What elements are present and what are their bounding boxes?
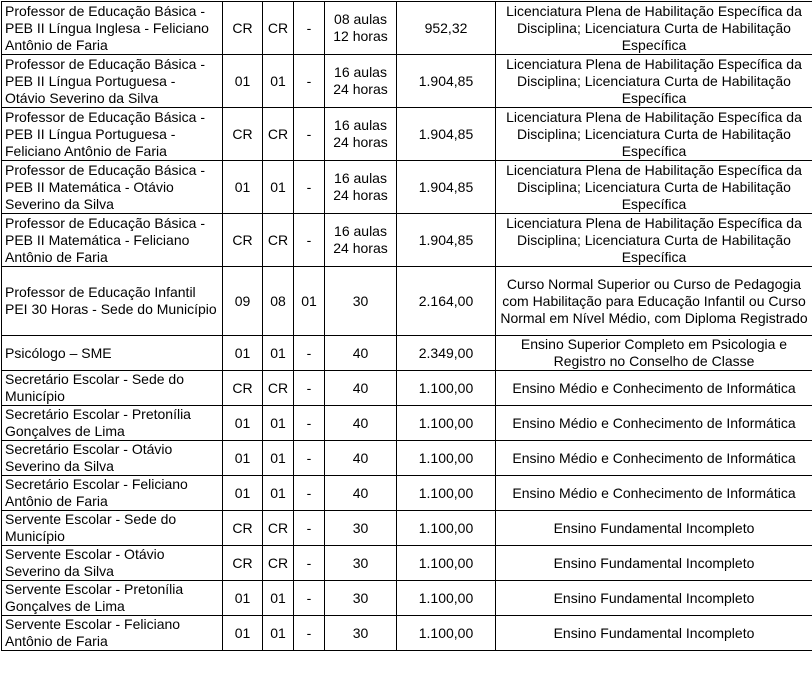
cargo-cell: Secretário Escolar - Sede do Município (2, 371, 223, 406)
vagas-total-cell: 01 (223, 616, 263, 651)
carga-horaria-cell: 40 (325, 336, 397, 371)
vagas-ampla-cell: 01 (263, 55, 294, 108)
table-row (2, 511, 812, 546)
carga-horaria-cell: 30 (325, 546, 397, 581)
vagas-pcd-cell: - (294, 371, 325, 406)
vagas-pcd-cell: - (294, 616, 325, 651)
carga-horaria-cell: 40 (325, 371, 397, 406)
vagas-total-cell: 01 (223, 161, 263, 214)
salario-cell: 1.100,00 (397, 476, 496, 511)
salario-cell: 2.164,00 (397, 267, 496, 336)
table-row (2, 55, 812, 108)
cargo-cell: Professor de Educação Básica - PEB II Língua Portuguesa - Feliciano Antônio de Faria (2, 108, 223, 161)
vagas-pcd-cell: - (294, 55, 325, 108)
vagas-total-cell: 01 (223, 336, 263, 371)
requisitos-cell: Ensino Médio e Conhecimento de Informática (496, 406, 812, 441)
requisitos-cell: Licenciatura Plena de Habilitação Específica da Disciplina; Licenciatura Curta de Habilitação Específica (496, 108, 812, 161)
carga-horaria-cell: 40 (325, 441, 397, 476)
cargo-cell: Professor de Educação Básica - PEB II Matemática - Feliciano Antônio de Faria (2, 214, 223, 267)
cargo-cell: Servente Escolar - Otávio Severino da Silva (2, 546, 223, 581)
vagas-pcd-cell: - (294, 511, 325, 546)
cargo-cell: Professor de Educação Básica - PEB II Língua Inglesa - Feliciano Antônio de Faria (2, 2, 223, 55)
requisitos-cell: Ensino Superior Completo em Psicologia e Registro no Conselho de Classe (496, 336, 812, 371)
requisitos-cell: Licenciatura Plena de Habilitação Específica da Disciplina; Licenciatura Curta de Habilitação Específica (496, 214, 812, 267)
salario-cell: 1.100,00 (397, 581, 496, 616)
vagas-pcd-cell: - (294, 476, 325, 511)
table-row (2, 476, 812, 511)
vagas-ampla-cell: 01 (263, 476, 294, 511)
vagas-ampla-cell: CR (263, 546, 294, 581)
carga-horaria-cell: 30 (325, 267, 397, 336)
cargo-cell: Secretário Escolar - Pretonília Gonçalves de Lima (2, 406, 223, 441)
requisitos-cell: Curso Normal Superior ou Curso de Pedagogia com Habilitação para Educação Infantil ou Curso Normal em Nível Médio, com Diploma Registrado (496, 267, 812, 336)
vagas-total-cell: CR (223, 108, 263, 161)
vagas-ampla-cell: 01 (263, 441, 294, 476)
cargo-cell: Servente Escolar - Sede do Município (2, 511, 223, 546)
cargo-cell: Secretário Escolar - Otávio Severino da Silva (2, 441, 223, 476)
salario-cell: 1.100,00 (397, 511, 496, 546)
cargo-cell: Professor de Educação Básica - PEB II Matemática - Otávio Severino da Silva (2, 161, 223, 214)
vagas-total-cell: 01 (223, 55, 263, 108)
vagas-total-cell: 01 (223, 406, 263, 441)
salario-cell: 1.100,00 (397, 371, 496, 406)
vagas-ampla-cell: CR (263, 108, 294, 161)
vagas-total-cell: 01 (223, 476, 263, 511)
vagas-pcd-cell: - (294, 441, 325, 476)
vagas-total-cell: 01 (223, 441, 263, 476)
salario-cell: 1.100,00 (397, 406, 496, 441)
table-row (2, 371, 812, 406)
vagas-pcd-cell: - (294, 108, 325, 161)
vagas-ampla-cell: CR (263, 511, 294, 546)
requisitos-cell: Ensino Fundamental Incompleto (496, 511, 812, 546)
vagas-ampla-cell: 01 (263, 616, 294, 651)
cargo-cell: Secretário Escolar - Feliciano Antônio de Faria (2, 476, 223, 511)
vagas-total-cell: CR (223, 214, 263, 267)
vagas-ampla-cell: 01 (263, 406, 294, 441)
table-row (2, 336, 812, 371)
vagas-pcd-cell: - (294, 581, 325, 616)
table-row (2, 214, 812, 267)
salario-cell: 1.904,85 (397, 108, 496, 161)
carga-horaria-cell: 16 aulas 24 horas (325, 214, 397, 267)
vagas-ampla-cell: CR (263, 371, 294, 406)
carga-horaria-cell: 40 (325, 476, 397, 511)
table-row (2, 616, 812, 651)
vagas-ampla-cell: 01 (263, 581, 294, 616)
cargo-cell: Psicólogo – SME (2, 336, 223, 371)
table-row (2, 108, 812, 161)
vagas-pcd-cell: - (294, 2, 325, 55)
salario-cell: 2.349,00 (397, 336, 496, 371)
vagas-pcd-cell: - (294, 214, 325, 267)
table-row (2, 581, 812, 616)
vagas-ampla-cell: CR (263, 214, 294, 267)
table-row (2, 267, 812, 336)
requisitos-cell: Ensino Médio e Conhecimento de Informática (496, 371, 812, 406)
vagas-total-cell: CR (223, 511, 263, 546)
table-row (2, 406, 812, 441)
carga-horaria-cell: 30 (325, 511, 397, 546)
cargo-cell: Servente Escolar - Feliciano Antônio de Faria (2, 616, 223, 651)
salario-cell: 1.100,00 (397, 616, 496, 651)
salario-cell: 1.100,00 (397, 441, 496, 476)
table-row (2, 161, 812, 214)
vagas-total-cell: CR (223, 546, 263, 581)
vagas-pcd-cell: - (294, 546, 325, 581)
requisitos-cell: Ensino Médio e Conhecimento de Informática (496, 441, 812, 476)
requisitos-cell: Licenciatura Plena de Habilitação Específica da Disciplina; Licenciatura Curta de Habilitação Específica (496, 2, 812, 55)
vagas-ampla-cell: CR (263, 2, 294, 55)
requisitos-cell: Ensino Fundamental Incompleto (496, 616, 812, 651)
carga-horaria-cell: 16 aulas 24 horas (325, 55, 397, 108)
vagas-pcd-cell: - (294, 161, 325, 214)
vagas-ampla-cell: 01 (263, 336, 294, 371)
carga-horaria-cell: 30 (325, 581, 397, 616)
vagas-total-cell: CR (223, 2, 263, 55)
requisitos-cell: Licenciatura Plena de Habilitação Específica da Disciplina; Licenciatura Curta de Habilitação Específica (496, 161, 812, 214)
table-row (2, 2, 812, 55)
cargo-cell: Professor de Educação Infantil PEI 30 Horas - Sede do Município (2, 267, 223, 336)
salario-cell: 1.904,85 (397, 214, 496, 267)
carga-horaria-cell: 16 aulas 24 horas (325, 108, 397, 161)
requisitos-cell: Ensino Médio e Conhecimento de Informática (496, 476, 812, 511)
requisitos-cell: Ensino Fundamental Incompleto (496, 546, 812, 581)
vagas-total-cell: CR (223, 371, 263, 406)
vagas-total-cell: 09 (223, 267, 263, 336)
vagas-pcd-cell: - (294, 406, 325, 441)
requisitos-cell: Ensino Fundamental Incompleto (496, 581, 812, 616)
vagas-pcd-cell: - (294, 336, 325, 371)
requisitos-cell: Licenciatura Plena de Habilitação Específica da Disciplina; Licenciatura Curta de Habilitação Específica (496, 55, 812, 108)
vagas-pcd-cell: 01 (294, 267, 325, 336)
carga-horaria-cell: 16 aulas 24 horas (325, 161, 397, 214)
table-row (2, 441, 812, 476)
vagas-total-cell: 01 (223, 581, 263, 616)
salario-cell: 952,32 (397, 2, 496, 55)
table-row (2, 546, 812, 581)
carga-horaria-cell: 30 (325, 616, 397, 651)
cargo-cell: Professor de Educação Básica - PEB II Língua Portuguesa - Otávio Severino da Silva (2, 55, 223, 108)
salario-cell: 1.904,85 (397, 161, 496, 214)
vacancy-table (1, 1, 812, 651)
vagas-ampla-cell: 01 (263, 161, 294, 214)
vagas-ampla-cell: 08 (263, 267, 294, 336)
salario-cell: 1.100,00 (397, 546, 496, 581)
cargo-cell: Servente Escolar - Pretonília Gonçalves de Lima (2, 581, 223, 616)
carga-horaria-cell: 08 aulas 12 horas (325, 2, 397, 55)
salario-cell: 1.904,85 (397, 55, 496, 108)
carga-horaria-cell: 40 (325, 406, 397, 441)
